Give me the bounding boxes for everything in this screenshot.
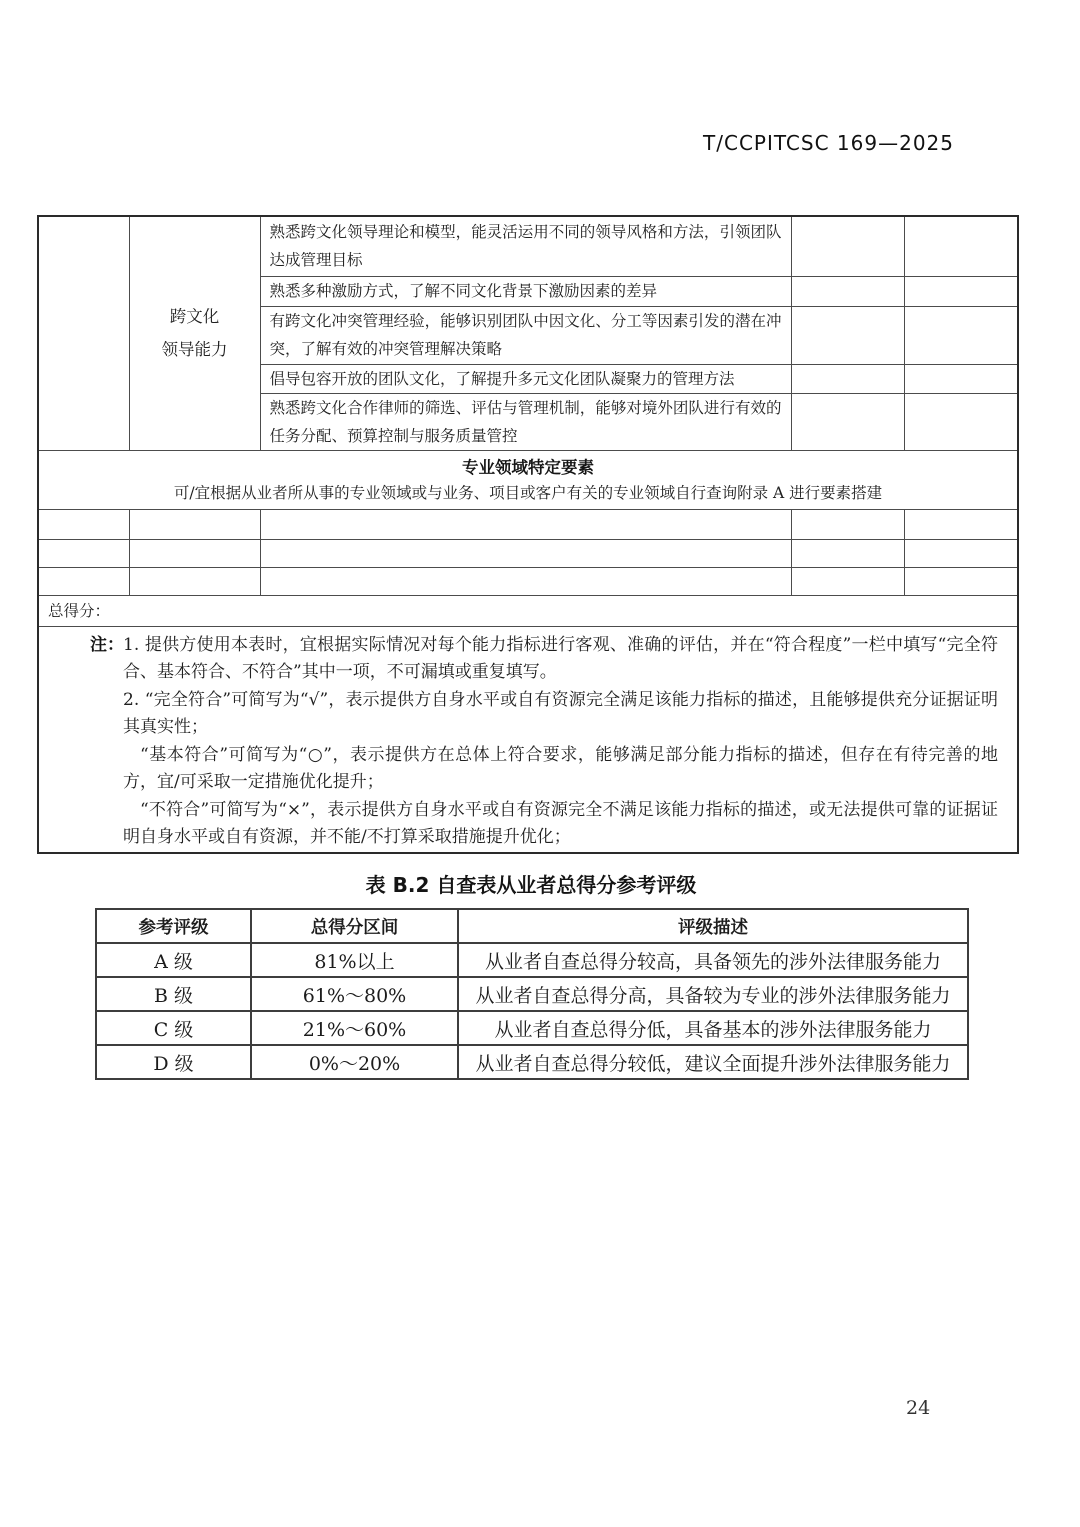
section-title: 专业领域特定要素 [462,457,594,477]
category-cell [129,216,260,450]
grade-cell: A 级 [96,943,251,977]
empty-cell [129,509,260,539]
compliance-cell [791,393,904,450]
column-header-grade: 参考评级 [96,909,251,943]
range-cell: 61%～80% [251,977,458,1011]
page-number: 24 [906,1397,931,1419]
compliance-cell [791,216,904,276]
section-subtitle: 可/宜根据从业者所从事的专业领域或与业务、项目或客户有关的专业领域自行查询附录 A 进行要素搭建 [173,483,883,502]
notes-cell [38,626,1018,853]
capability-indicator: 熟悉跨文化合作律师的筛选、评估与管理机制，能够对境外团队进行有效的任务分配、预算控制与服务质量管控 [260,393,791,450]
compliance-cell [791,276,904,306]
range-cell: 81%以上 [251,943,458,977]
notes-row [38,626,1018,853]
table-row [38,216,1018,276]
capability-indicator: 熟悉跨文化领导理论和模型，能灵活运用不同的领导风格和方法，引领团队达成管理目标 [260,216,791,276]
category-label-line2: 领导能力 [161,340,228,360]
empty-row [38,539,1018,567]
empty-cell [38,567,129,595]
description-cell: 从业者自查总得分较低，建议全面提升涉外法律服务能力 [458,1045,968,1079]
capability-indicator: 倡导包容开放的团队文化，了解提升多元文化团队凝聚力的管理方法 [260,364,791,393]
empty-cell [791,539,904,567]
empty-cell [904,567,1018,595]
column-header-description: 评级描述 [458,909,968,943]
score-cell [904,393,1018,450]
empty-cell [260,539,791,567]
empty-cell [38,509,129,539]
empty-cell [129,567,260,595]
score-cell [904,364,1018,393]
total-score-row [38,595,1018,626]
compliance-cell [791,306,904,364]
description-cell: 从业者自查总得分较高，具备领先的涉外法律服务能力 [458,943,968,977]
section-header-cell [38,450,1018,509]
document-code: T/CCPITCSC 169—2025 [703,131,954,155]
rating-header-row [96,909,968,943]
note-item: “基本符合”可简写为“○”，表示提供方在总体上符合要求，能够满足部分能力指标的描述，但存在有待完善的地方，宜/可采取一定措施优化提升； [123,744,998,792]
total-score-label: 总得分： [38,595,1018,626]
empty-cell [38,539,129,567]
grade-cell: D 级 [96,1045,251,1079]
capability-indicator: 熟悉多种激励方式，了解不同文化背景下激励因素的差异 [260,276,791,306]
compliance-cell [791,364,904,393]
grade-cell: C 级 [96,1011,251,1045]
empty-row [38,509,1018,539]
capability-self-check-table [37,215,1019,854]
range-cell: 0%～20% [251,1045,458,1079]
category-label-line1: 跨文化 [169,307,220,327]
range-cell: 21%～60% [251,1011,458,1045]
grade-cell: B 级 [96,977,251,1011]
score-cell [904,276,1018,306]
empty-cell [129,539,260,567]
empty-cell [260,567,791,595]
rating-row [96,1045,968,1079]
rating-row [96,1011,968,1045]
empty-left-cell [38,216,129,450]
column-header-range: 总得分区间 [251,909,458,943]
notes-label: 注： [90,634,124,655]
rating-row [96,977,968,1011]
notes-block [48,627,1008,852]
empty-row [38,567,1018,595]
score-cell [904,306,1018,364]
empty-cell [904,539,1018,567]
description-cell: 从业者自查总得分低，具备基本的涉外法律服务能力 [458,1011,968,1045]
score-cell [904,216,1018,276]
table-b2-title: 表 B.2 自查表从业者总得分参考评级 [365,873,697,897]
rating-row [96,943,968,977]
note-item: “不符合”可简写为“×”，表示提供方自身水平或自有资源完全不满足该能力指标的描述，或无法提供可靠的证据证明自身水平或自有资源，并不能/不打算采取措施提升优化； [123,799,998,847]
capability-indicator: 有跨文化冲突管理经验，能够识别团队中因文化、分工等因素引发的潜在冲突，了解有效的冲突管理解决策略 [260,306,791,364]
empty-cell [904,509,1018,539]
empty-cell [260,509,791,539]
section-header-row [38,450,1018,509]
empty-cell [791,509,904,539]
rating-reference-table [95,908,969,1080]
description-cell: 从业者自查总得分高，具备较为专业的涉外法律服务能力 [458,977,968,1011]
note-item: 2. “完全符合”可简写为“√”，表示提供方自身水平或自有资源完全满足该能力指标的描述，且能够提供充分证据证明其真实性； [123,689,998,737]
note-item: 1. 提供方使用本表时，宜根据实际情况对每个能力指标进行客观、准确的评估，并在“符合程度”一栏中填写“完全符合、基本符合、不符合”其中一项，不可漏填或重复填写。 [123,634,998,682]
empty-cell [791,567,904,595]
